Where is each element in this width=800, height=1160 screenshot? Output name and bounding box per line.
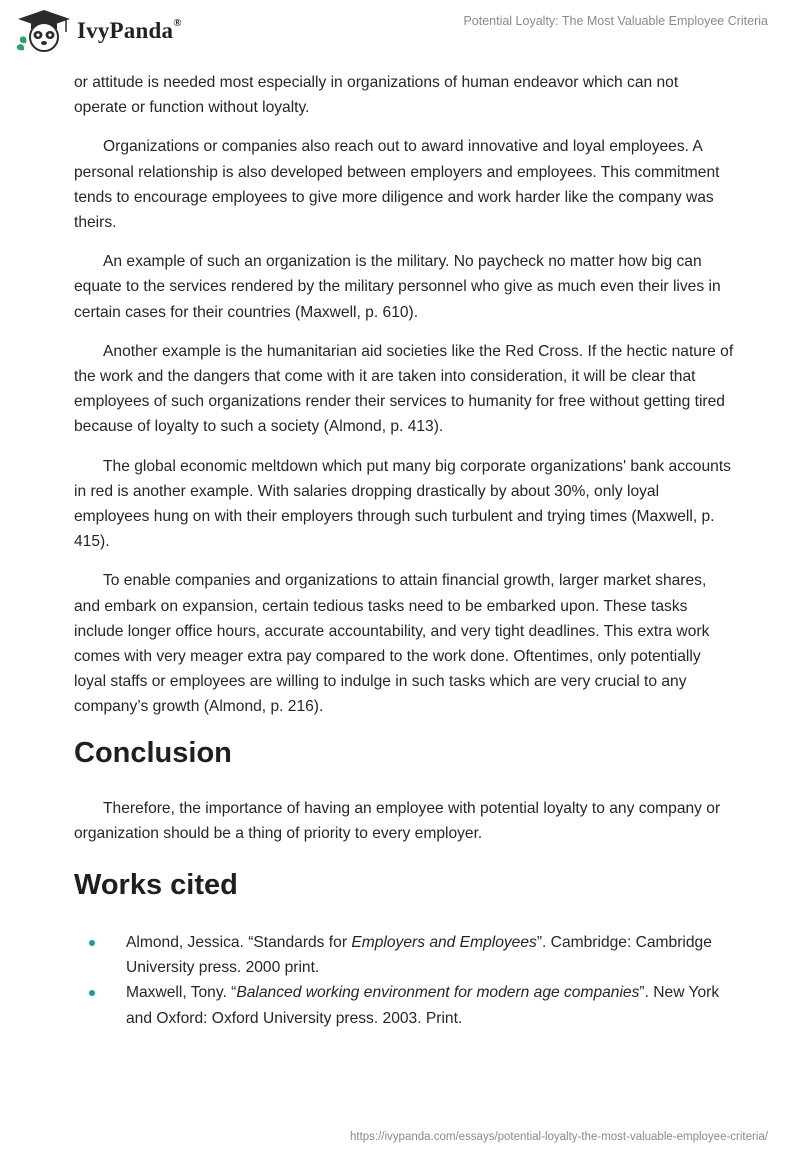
panda-logo-icon[interactable] bbox=[14, 8, 74, 54]
registered-mark: ® bbox=[173, 17, 182, 30]
citation-text: ”. New York and Oxford: Oxford University press. 2003. Print. bbox=[126, 984, 720, 1027]
page-header bbox=[0, 0, 800, 70]
brand-text: IvyPanda bbox=[77, 18, 174, 43]
brand-name[interactable] bbox=[77, 18, 182, 44]
bullet-icon bbox=[89, 940, 95, 946]
body-paragraph: To enable companies and organizations to attain financial growth, larger market shares, and embark on expansion, certain tedious tasks need to be embarked upon. These tasks include longer office hours, accurate accountability, and very tight deadlines. This extra work comes with very meager extra pay compared to the work done. Oftentimes, only potentially loyal staffs or employees are willing to indulge in such tasks which are very crucial to any company’s growth (Almond, p. 216). bbox=[74, 572, 710, 716]
citation-text: ”. Cambridge: Cambridge University press. 2000 print. bbox=[126, 934, 712, 977]
bullet-icon bbox=[89, 990, 95, 996]
body-paragraph: An example of such an organization is the military. No paycheck no matter how big can equate to the services rendered by the military personnel who give as much even their lives in certain cases for their countries (Maxwell, p. 610). bbox=[74, 253, 721, 321]
works-cited-list bbox=[74, 930, 734, 1031]
citation-text: Maxwell, Tony. “ bbox=[126, 984, 237, 1002]
essay-content bbox=[74, 70, 734, 1031]
document-title: Potential Loyalty: The Most Valuable Employee Criteria bbox=[463, 14, 768, 28]
citation-title: Employers and Employees bbox=[351, 934, 537, 952]
body-paragraph: Organizations or companies also reach out to award innovative and loyal employees. A personal relationship is also developed between employers and employees. This commitment tends to encourage employees to give more diligence and work harder like the company was theirs. bbox=[74, 138, 720, 232]
conclusion-heading: Conclusion bbox=[74, 736, 232, 769]
source-url-link[interactable]: https://ivypanda.com/essays/potential-loyalty-the-most-valuable-employee-criteria/ bbox=[349, 1131, 768, 1143]
body-paragraph: or attitude is needed most especially in organizations of human endeavor which can not operate or function without loyalty. bbox=[74, 74, 679, 117]
citation-title: Balanced working environment for modern age companies bbox=[236, 984, 640, 1002]
body-paragraph: Another example is the humanitarian aid societies like the Red Cross. If the hectic nature of the work and the dangers that come with it are taken into consideration, it will be clear that employees of such organizations render their services to humanity for free without getting tired because of loyalty to such a society (Almond, p. 413). bbox=[74, 342, 734, 436]
body-paragraph: The global economic meltdown which put many big corporate organizations' bank accounts in red is another example. With salaries dropping drastically by about 30%, only loyal employees hung on with their employers through such turbulent and trying times (Maxwell, p. 415). bbox=[74, 457, 731, 551]
works-cited-heading: Works cited bbox=[74, 869, 238, 902]
citation-text: Almond, Jessica. “Standards for bbox=[126, 934, 352, 952]
citation-item bbox=[126, 930, 734, 980]
conclusion-paragraph: Therefore, the importance of having an employee with potential loyalty to any company or organization should be a thing of priority to every employer. bbox=[74, 799, 721, 842]
citation-item bbox=[126, 980, 734, 1030]
